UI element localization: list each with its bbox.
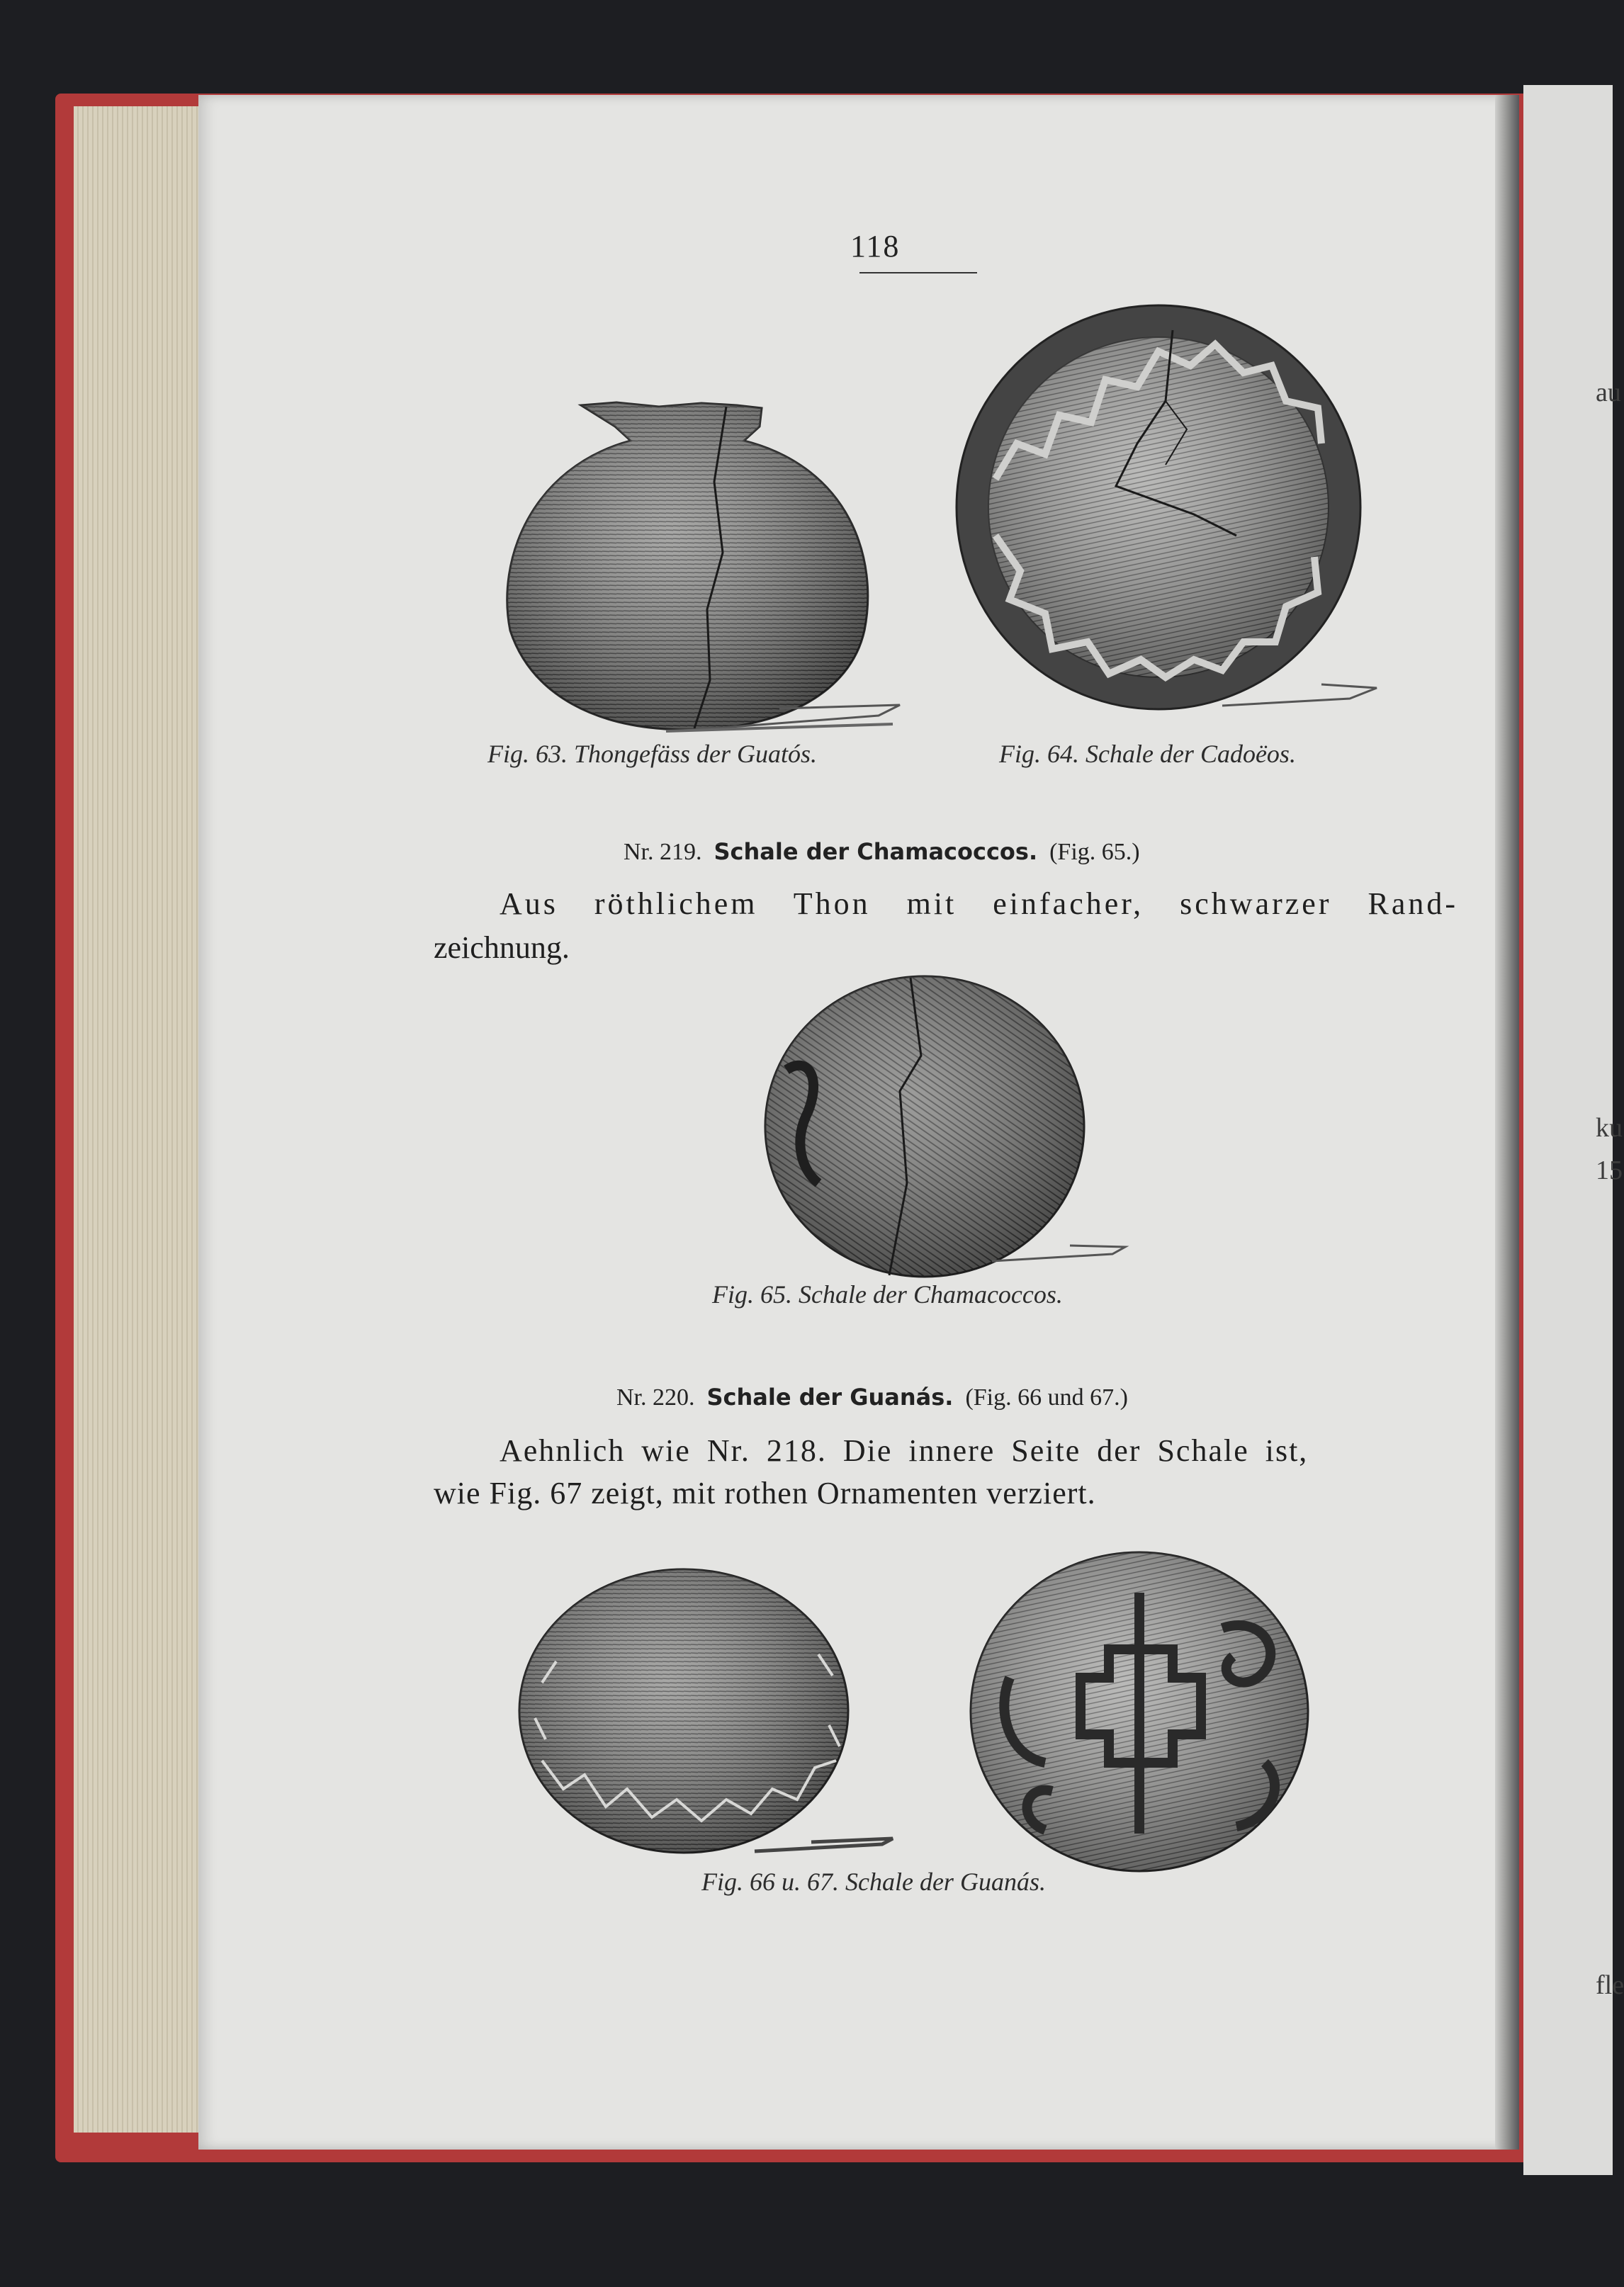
- fig-63-pot-illustration: [482, 397, 900, 737]
- fig-66-67-caption: Fig. 66 u. 67. Schale der Guanás.: [701, 1868, 1046, 1896]
- page-number-rule: [859, 272, 977, 273]
- entry-219-text-line-2: zeichnung.: [434, 930, 570, 965]
- next-page-fragment: ku: [1596, 1113, 1623, 1143]
- fig-65-bowl-illustration: [758, 971, 1127, 1282]
- entry-219-number: Nr. 219.: [624, 839, 702, 865]
- entry-220-heading: [616, 1384, 1128, 1411]
- next-page-fragment: au: [1596, 378, 1621, 407]
- next-page-edge: [1523, 85, 1624, 2175]
- page-number: 118: [850, 229, 901, 264]
- entry-220-number: Nr. 220.: [616, 1384, 695, 1411]
- fig-67-bowl-interior-illustration: [967, 1550, 1314, 1876]
- entry-219-title: Schale der Chamacoccos.: [714, 838, 1038, 865]
- entry-220-title: Schale der Guanás.: [706, 1384, 954, 1411]
- fig-63-caption: Fig. 63. Thongefäss der Guatós.: [487, 740, 818, 768]
- entry-219-text-line-1: Aus röthlichem Thon mit einfacher, schwarzer Rand-: [500, 886, 1458, 921]
- entry-220-text-line-1: Aehnlich wie Nr. 218. Die innere Seite der Schale ist,: [500, 1433, 1309, 1468]
- fig-64-caption: Fig. 64. Schale der Cadoëos.: [999, 740, 1296, 768]
- entry-219-ref: (Fig. 65.): [1049, 839, 1140, 865]
- fig-66-bowl-illustration: [514, 1562, 896, 1874]
- entry-220-ref: (Fig. 66 und 67.): [965, 1384, 1128, 1411]
- fig-65-caption: Fig. 65. Schale der Chamacoccos.: [712, 1280, 1063, 1309]
- entry-220-text-line-2: wie Fig. 67 zeigt, mit rothen Ornamenten verziert.: [434, 1476, 1096, 1510]
- book-gutter: [1495, 95, 1519, 2150]
- page-edges: [74, 106, 205, 2133]
- fig-64-bowl-illustration: [953, 302, 1378, 727]
- next-page-fragment: 15: [1596, 1156, 1623, 1185]
- entry-219-heading: [624, 838, 1140, 866]
- next-page-fragment: fle: [1596, 1970, 1624, 2000]
